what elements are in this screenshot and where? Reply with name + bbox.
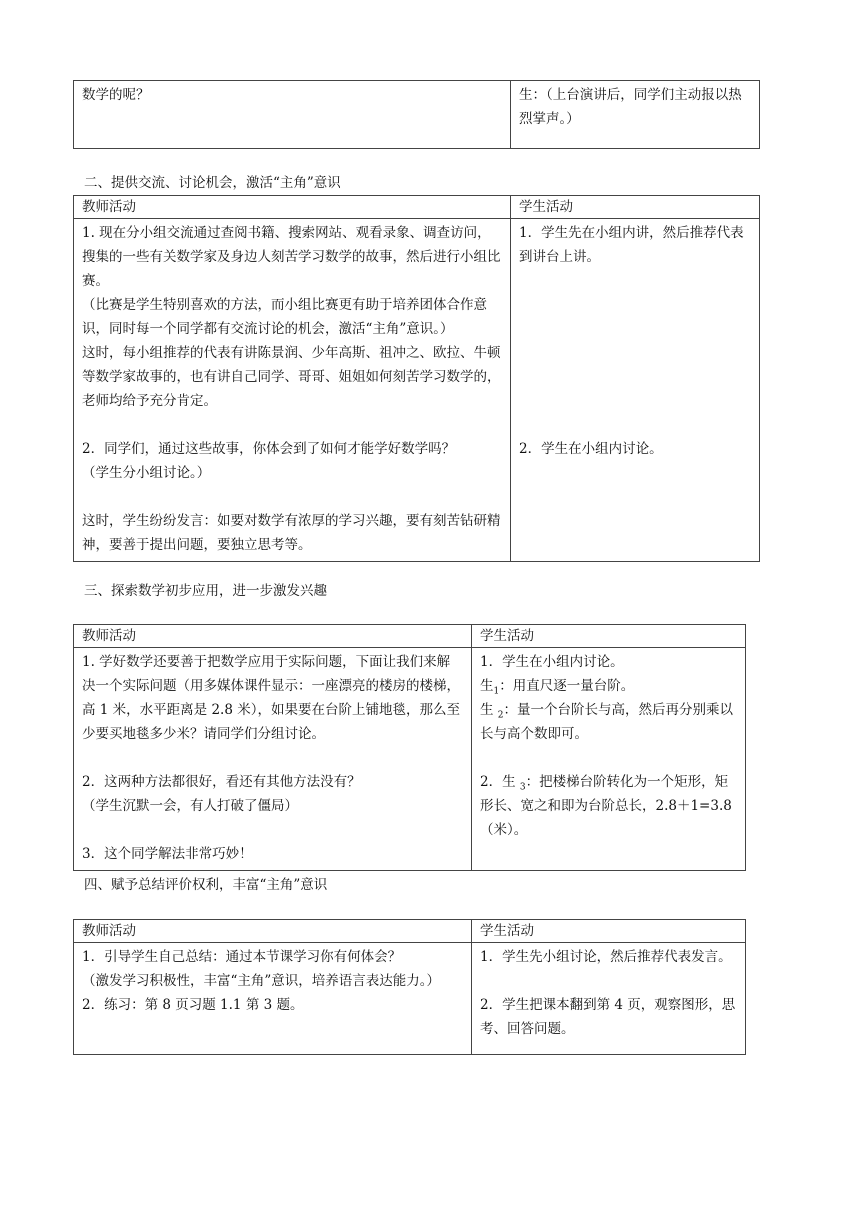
section2-teacher-p5: （学生分小组讨论。） — [82, 465, 211, 481]
section3-teacher-p1: 1. 学好数学还要善于把数学应用于实际问题，下面让我们来解决一个实际问题（用多媒体课件显示：一座漂亮的楼房的楼梯，高 1 米，水平距离是 2.8 米），如果要在台阶上铺地毯，那么至少要买地毯多少米？请同学们分组讨论。 — [82, 654, 460, 742]
section4-teacher-p1: 1．引导学生自己总结：通过本节课学习你有何体会？ — [82, 949, 402, 965]
section3-teacher-p4: 3．这个同学解法非常巧妙！ — [82, 846, 253, 862]
section4-student-header: 学生活动 — [472, 920, 746, 943]
section3-table — [73, 624, 746, 871]
top-teacher-cell — [74, 81, 511, 149]
section3-student-header: 学生活动 — [472, 625, 746, 648]
section2-heading: 二、提供交流、讨论机会，激活“主角”意识 — [84, 175, 341, 191]
section3-teacher-cell — [74, 648, 472, 871]
section3-student-cell — [472, 648, 746, 871]
section3-teacher-header: 教师活动 — [74, 625, 472, 648]
section2-student-cell — [511, 219, 760, 562]
section4-student-p1: 1．学生先小组讨论，然后推荐代表发言。 — [480, 949, 732, 965]
section2-student-p1: 1．学生先在小组内讲，然后推荐代表到讲台上讲。 — [519, 225, 744, 265]
top-student-cell — [511, 81, 760, 149]
section3-student-p2: 生$_1$：用直尺逐一量台阶。 — [480, 678, 635, 697]
section3-teacher-p2: 2．这两种方法都很好，看还有其他方法没有？ — [82, 774, 361, 790]
top-student-text: 生：（上台演讲后，同学们主动报以热烈掌声。） — [519, 87, 742, 127]
section4-teacher-header: 教师活动 — [74, 920, 472, 943]
section2-teacher-p4: 2．同学们，通过这些故事，你体会到了如何才能学好数学吗？ — [82, 441, 456, 457]
section2-teacher-cell — [74, 219, 511, 562]
section3-heading: 三、探索数学初步应用，进一步激发兴趣 — [84, 583, 327, 599]
section2-teacher-p6: 这时，学生纷纷发言：如要对数学有浓厚的学习兴趣，要有刻苦钻研精神，要善于提出问题，要独立思考等。 — [82, 513, 501, 553]
top-teacher-text: 数学的呢？ — [82, 87, 150, 103]
top-table — [73, 80, 760, 149]
section2-teacher-p3: 这时，每小组推荐的代表有讲陈景润、少年高斯、祖冲之、欧拉、牛顿等数学家故事的，也有讲自己同学、哥哥、姐姐如何刻苦学习数学的，老师均给予充分肯定。 — [82, 345, 501, 409]
section3-student-p4: 2．生 $_3$：把楼梯台阶转化为一个矩形，矩形长、宽之和即为台阶总长，2.8＋1=3.8（米）。 — [480, 774, 732, 838]
section2-table — [73, 195, 760, 562]
section4-teacher-p3: 2．练习：第 8 页习题 1.1 第 3 题。 — [82, 997, 304, 1013]
section4-table — [73, 919, 746, 1055]
section3-student-p1: 1．学生在小组内讨论。 — [480, 654, 624, 670]
section3-student-p3: 生 $_2$：量一个台阶长与高，然后再分别乘以长与高个数即可。 — [480, 702, 734, 742]
section2-teacher-header: 教师活动 — [74, 196, 511, 219]
section2-teacher-p1: 1. 现在分小组交流通过查阅书籍、搜索网站、观看录象、调查访问，搜集的一些有关数学家及身边人刻苦学习数学的故事，然后进行小组比赛。 — [82, 225, 501, 289]
section4-heading: 四、赋予总结评价权利，丰富“主角”意识 — [84, 877, 328, 893]
section3-teacher-p3: （学生沉默一会，有人打破了僵局） — [82, 798, 298, 814]
section4-student-p2: 2．学生把课本翻到第 4 页，观察图形，思考、回答问题。 — [480, 997, 736, 1037]
section4-student-cell — [472, 943, 746, 1055]
section2-teacher-p2: （比赛是学生特别喜欢的方法，而小组比赛更有助于培养团体合作意识，同时每一个同学都有交流讨论的机会，激活“主角”意识。） — [82, 297, 487, 337]
section4-teacher-cell — [74, 943, 472, 1055]
section2-student-header: 学生活动 — [511, 196, 760, 219]
section2-student-p2: 2．学生在小组内讨论。 — [519, 441, 663, 457]
section4-teacher-p2: （激发学习积极性，丰富“主角”意识，培养语言表达能力。） — [82, 973, 441, 989]
